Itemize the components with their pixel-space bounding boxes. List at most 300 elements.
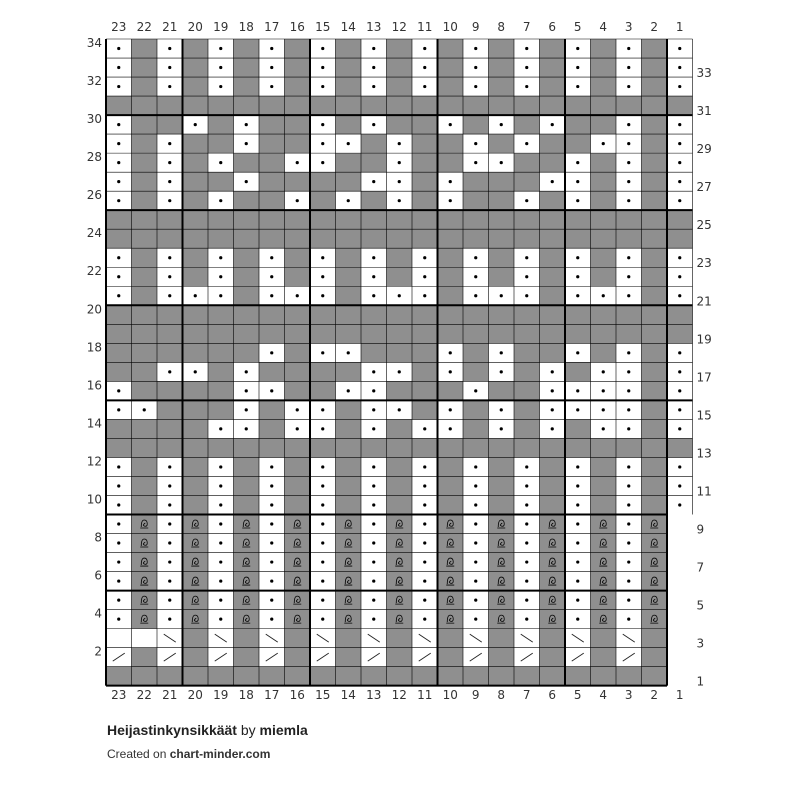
column-label-bottom: 20 xyxy=(187,688,203,702)
purl-dot-icon xyxy=(321,85,324,88)
stitch-cell xyxy=(387,39,413,58)
column-label-top: 1 xyxy=(675,20,684,34)
purl-dot-icon xyxy=(117,503,120,506)
stitch-cell xyxy=(642,191,668,210)
stitch-cell xyxy=(234,191,260,210)
stitch-cell xyxy=(183,153,209,172)
purl-dot-icon xyxy=(296,161,299,164)
stitch-cell xyxy=(591,324,617,343)
purl-dot-icon xyxy=(576,503,579,506)
stitch-cell xyxy=(642,267,668,286)
row-label-left: 26 xyxy=(86,188,102,203)
stitch-cell xyxy=(234,153,260,172)
purl-dot-icon xyxy=(372,522,375,525)
column-label-bottom: 12 xyxy=(391,688,407,702)
purl-dot-icon xyxy=(296,427,299,430)
purl-dot-icon xyxy=(576,618,579,621)
stitch-cell xyxy=(642,629,668,648)
column-label-top: 6 xyxy=(548,20,557,34)
purl-dot-icon xyxy=(168,161,171,164)
purl-dot-icon xyxy=(551,370,554,373)
stitch-cell xyxy=(183,305,209,324)
purl-dot-icon xyxy=(194,294,197,297)
purl-dot-icon xyxy=(219,541,222,544)
purl-dot-icon xyxy=(627,123,630,126)
stitch-cell xyxy=(183,267,209,286)
credit-line xyxy=(107,747,308,761)
stitch-cell xyxy=(642,667,668,686)
row-label-left: 18 xyxy=(86,340,102,355)
stitch-cell xyxy=(642,343,668,362)
purl-dot-icon xyxy=(602,427,605,430)
stitch-cell xyxy=(183,58,209,77)
stitch-cell xyxy=(106,305,132,324)
column-label-bottom: 22 xyxy=(136,688,152,702)
purl-dot-icon xyxy=(398,161,401,164)
row-label-right: 19 xyxy=(696,332,712,347)
stitch-cell xyxy=(259,229,285,248)
purl-dot-icon xyxy=(678,123,681,126)
stitch-cell xyxy=(667,438,693,457)
stitch-cell xyxy=(565,115,591,134)
stitch-cell xyxy=(387,343,413,362)
purl-dot-icon xyxy=(321,123,324,126)
column-label-bottom: 7 xyxy=(522,688,531,702)
purl-dot-icon xyxy=(474,47,477,50)
row-label-right: 33 xyxy=(696,66,712,81)
stitch-cell xyxy=(514,381,540,400)
purl-dot-icon xyxy=(219,66,222,69)
stitch-cell xyxy=(361,438,387,457)
stitch-cell xyxy=(234,667,260,686)
purl-dot-icon xyxy=(270,579,273,582)
stitch-cell xyxy=(642,457,668,476)
stitch-cell xyxy=(336,96,362,115)
site-name: chart-minder.com xyxy=(169,747,271,761)
purl-dot-icon xyxy=(321,294,324,297)
purl-dot-icon xyxy=(678,408,681,411)
purl-dot-icon xyxy=(423,560,426,563)
stitch-cell xyxy=(285,324,311,343)
purl-dot-icon xyxy=(525,618,528,621)
column-label-top: 16 xyxy=(289,20,305,34)
purl-dot-icon xyxy=(551,123,554,126)
purl-dot-icon xyxy=(117,408,120,411)
stitch-cell xyxy=(412,153,438,172)
purl-dot-icon xyxy=(321,427,324,430)
stitch-cell xyxy=(489,172,515,191)
purl-dot-icon xyxy=(423,541,426,544)
purl-dot-icon xyxy=(423,66,426,69)
stitch-cell xyxy=(412,438,438,457)
row-label-right: 11 xyxy=(696,484,712,499)
stitch-cell xyxy=(285,115,311,134)
purl-dot-icon xyxy=(245,180,248,183)
purl-dot-icon xyxy=(321,503,324,506)
stitch-cell xyxy=(463,229,489,248)
stitch-cell xyxy=(463,362,489,381)
stitch-cell xyxy=(259,305,285,324)
purl-dot-icon xyxy=(423,618,426,621)
stitch-cell xyxy=(132,248,158,267)
purl-dot-icon xyxy=(678,484,681,487)
stitch-cell xyxy=(336,667,362,686)
column-label-bottom: 3 xyxy=(624,688,633,702)
row-label-left: 6 xyxy=(94,568,102,583)
row-label-right: 3 xyxy=(696,636,705,651)
stitch-cell xyxy=(259,667,285,686)
stitch-cell xyxy=(208,667,234,686)
purl-dot-icon xyxy=(525,256,528,259)
purl-dot-icon xyxy=(168,256,171,259)
stitch-cell xyxy=(387,495,413,514)
stitch-cell xyxy=(463,210,489,229)
purl-dot-icon xyxy=(627,370,630,373)
stitch-cell xyxy=(183,77,209,96)
purl-dot-icon xyxy=(168,541,171,544)
purl-dot-icon xyxy=(270,503,273,506)
stitch-cell xyxy=(310,172,336,191)
stitch-cell xyxy=(285,343,311,362)
stitch-cell xyxy=(336,39,362,58)
stitch-cell xyxy=(336,324,362,343)
purl-dot-icon xyxy=(168,370,171,373)
purl-dot-icon xyxy=(372,275,375,278)
stitch-cell xyxy=(285,134,311,153)
stitch-cell xyxy=(336,495,362,514)
purl-dot-icon xyxy=(296,199,299,202)
column-label-top: 23 xyxy=(111,20,127,34)
column-label-top: 3 xyxy=(624,20,633,34)
stitch-cell xyxy=(642,77,668,96)
stitch-cell xyxy=(234,210,260,229)
row-label-right: 13 xyxy=(696,446,712,461)
row-label-left: 30 xyxy=(86,112,102,127)
purl-dot-icon xyxy=(576,465,579,468)
stitch-cell xyxy=(285,210,311,229)
purl-dot-icon xyxy=(168,47,171,50)
stitch-cell xyxy=(489,248,515,267)
purl-dot-icon xyxy=(576,351,579,354)
stitch-cell xyxy=(132,381,158,400)
stitch-cell xyxy=(106,229,132,248)
stitch-cell xyxy=(285,305,311,324)
purl-dot-icon xyxy=(627,161,630,164)
purl-dot-icon xyxy=(576,541,579,544)
purl-dot-icon xyxy=(525,199,528,202)
stitch-cell xyxy=(591,96,617,115)
purl-dot-icon xyxy=(525,85,528,88)
stitch-cell xyxy=(132,419,158,438)
stitch-cell xyxy=(157,381,183,400)
column-label-bottom: 6 xyxy=(548,688,557,702)
purl-dot-icon xyxy=(423,598,426,601)
purl-dot-icon xyxy=(270,389,273,392)
purl-dot-icon xyxy=(525,503,528,506)
stitch-cell xyxy=(285,457,311,476)
purl-dot-icon xyxy=(474,142,477,145)
stitch-cell xyxy=(234,629,260,648)
purl-dot-icon xyxy=(372,598,375,601)
stitch-cell xyxy=(361,305,387,324)
purl-dot-icon xyxy=(627,408,630,411)
purl-dot-icon xyxy=(372,484,375,487)
row-label-left: 34 xyxy=(86,36,102,50)
purl-dot-icon xyxy=(474,579,477,582)
stitch-cell xyxy=(489,324,515,343)
purl-dot-icon xyxy=(372,618,375,621)
stitch-cell xyxy=(540,476,566,495)
stitch-cell xyxy=(438,495,464,514)
stitch-cell xyxy=(642,419,668,438)
purl-dot-icon xyxy=(270,275,273,278)
purl-dot-icon xyxy=(321,47,324,50)
stitch-cell xyxy=(208,96,234,115)
stitch-cell xyxy=(412,343,438,362)
purl-dot-icon xyxy=(321,618,324,621)
author-name: miemla xyxy=(259,722,308,738)
purl-dot-icon xyxy=(576,408,579,411)
purl-dot-icon xyxy=(321,161,324,164)
stitch-cell xyxy=(285,648,311,667)
stitch-cell xyxy=(438,39,464,58)
stitch-cell xyxy=(540,96,566,115)
column-label-bottom: 21 xyxy=(162,688,178,702)
purl-dot-icon xyxy=(474,522,477,525)
purl-dot-icon xyxy=(474,503,477,506)
purl-dot-icon xyxy=(117,389,120,392)
stitch-cell xyxy=(361,229,387,248)
purl-dot-icon xyxy=(500,427,503,430)
stitch-cell xyxy=(234,457,260,476)
stitch-cell xyxy=(438,134,464,153)
stitch-cell xyxy=(591,476,617,495)
purl-dot-icon xyxy=(117,199,120,202)
stitch-cell xyxy=(514,400,540,419)
stitch-cell xyxy=(183,39,209,58)
stitch-cell xyxy=(208,438,234,457)
purl-dot-icon xyxy=(219,161,222,164)
stitch-cell xyxy=(310,362,336,381)
purl-dot-icon xyxy=(627,598,630,601)
row-label-right: 5 xyxy=(696,598,705,613)
stitch-cell xyxy=(412,305,438,324)
purl-dot-icon xyxy=(117,142,120,145)
stitch-cell xyxy=(183,476,209,495)
stitch-cell xyxy=(259,400,285,419)
purl-dot-icon xyxy=(347,199,350,202)
purl-dot-icon xyxy=(627,142,630,145)
purl-dot-icon xyxy=(449,180,452,183)
stitch-cell xyxy=(412,362,438,381)
row-label-right: 31 xyxy=(696,104,712,119)
purl-dot-icon xyxy=(270,618,273,621)
column-label-bottom: 5 xyxy=(573,688,582,702)
stitch-cell xyxy=(463,115,489,134)
purl-dot-icon xyxy=(423,275,426,278)
purl-dot-icon xyxy=(219,47,222,50)
stitch-cell xyxy=(183,381,209,400)
stitch-cell xyxy=(285,438,311,457)
stitch-cell xyxy=(616,305,642,324)
stitch-cell xyxy=(361,153,387,172)
purl-dot-icon xyxy=(525,598,528,601)
purl-dot-icon xyxy=(168,484,171,487)
stitch-cell xyxy=(132,229,158,248)
stitch-cell xyxy=(132,324,158,343)
stitch-cell xyxy=(438,667,464,686)
stitch-cell xyxy=(310,438,336,457)
row-label-right: 25 xyxy=(696,218,712,233)
stitch-cell xyxy=(132,134,158,153)
purl-dot-icon xyxy=(576,579,579,582)
stitch-cell xyxy=(361,210,387,229)
purl-dot-icon xyxy=(678,47,681,50)
stitch-cell xyxy=(438,457,464,476)
stitch-cell xyxy=(106,362,132,381)
purl-dot-icon xyxy=(627,66,630,69)
purl-dot-icon xyxy=(347,389,350,392)
stitch-cell xyxy=(259,362,285,381)
stitch-cell xyxy=(132,457,158,476)
purl-dot-icon xyxy=(321,484,324,487)
stitch-cell xyxy=(132,476,158,495)
stitch-cell xyxy=(591,648,617,667)
purl-dot-icon xyxy=(321,142,324,145)
stitch-cell xyxy=(463,419,489,438)
purl-dot-icon xyxy=(168,275,171,278)
stitch-cell xyxy=(387,115,413,134)
stitch-cell xyxy=(234,39,260,58)
stitch-cell xyxy=(463,172,489,191)
stitch-cell xyxy=(438,629,464,648)
stitch-cell xyxy=(336,248,362,267)
column-label-bottom: 2 xyxy=(650,688,659,702)
stitch-cell xyxy=(463,324,489,343)
purl-dot-icon xyxy=(474,484,477,487)
stitch-cell xyxy=(540,438,566,457)
stitch-cell xyxy=(387,419,413,438)
stitch-cell xyxy=(285,495,311,514)
purl-dot-icon xyxy=(576,389,579,392)
purl-dot-icon xyxy=(627,180,630,183)
purl-dot-icon xyxy=(602,389,605,392)
row-label-right: 9 xyxy=(696,522,705,537)
stitch-cell xyxy=(234,343,260,362)
stitch-cell xyxy=(616,96,642,115)
stitch-cell xyxy=(642,495,668,514)
stitch-cell xyxy=(540,134,566,153)
purl-dot-icon xyxy=(372,256,375,259)
purl-dot-icon xyxy=(525,66,528,69)
stitch-cell xyxy=(642,305,668,324)
purl-dot-icon xyxy=(474,275,477,278)
purl-dot-icon xyxy=(168,598,171,601)
column-label-bottom: 8 xyxy=(497,688,506,702)
purl-dot-icon xyxy=(347,142,350,145)
stitch-cell xyxy=(412,324,438,343)
stitch-cell xyxy=(361,667,387,686)
purl-dot-icon xyxy=(678,351,681,354)
stitch-cell xyxy=(514,324,540,343)
chart-title: Heijastinkynsikkäät xyxy=(107,722,237,738)
stitch-cell xyxy=(642,115,668,134)
stitch-cell xyxy=(208,381,234,400)
stitch-cell xyxy=(540,629,566,648)
stitch-cell xyxy=(438,267,464,286)
stitch-cell xyxy=(540,77,566,96)
purl-dot-icon xyxy=(500,123,503,126)
stitch-cell xyxy=(489,457,515,476)
stitch-cell xyxy=(514,362,540,381)
stitch-cell xyxy=(591,115,617,134)
row-label-left: 20 xyxy=(86,302,102,317)
stitch-cell xyxy=(540,667,566,686)
purl-dot-icon xyxy=(678,389,681,392)
purl-dot-icon xyxy=(678,503,681,506)
purl-dot-icon xyxy=(168,560,171,563)
stitch-cell xyxy=(438,381,464,400)
stitch-cell xyxy=(234,248,260,267)
stitch-cell xyxy=(591,153,617,172)
stitch-cell xyxy=(208,210,234,229)
stitch-cell xyxy=(106,629,132,648)
stitch-cell xyxy=(591,172,617,191)
purl-dot-icon xyxy=(398,180,401,183)
purl-dot-icon xyxy=(423,503,426,506)
stitch-cell xyxy=(514,419,540,438)
purl-dot-icon xyxy=(576,66,579,69)
stitch-cell xyxy=(540,286,566,305)
stitch-cell xyxy=(285,96,311,115)
stitch-cell xyxy=(106,419,132,438)
purl-dot-icon xyxy=(219,256,222,259)
column-label-top: 11 xyxy=(417,20,433,34)
stitch-cell xyxy=(234,286,260,305)
purl-dot-icon xyxy=(602,370,605,373)
purl-dot-icon xyxy=(678,370,681,373)
purl-dot-icon xyxy=(627,579,630,582)
stitch-cell xyxy=(642,324,668,343)
stitch-cell xyxy=(540,210,566,229)
stitch-cell xyxy=(591,267,617,286)
stitch-cell xyxy=(540,457,566,476)
stitch-cell xyxy=(438,286,464,305)
purl-dot-icon xyxy=(117,123,120,126)
stitch-cell xyxy=(132,39,158,58)
purl-dot-icon xyxy=(219,522,222,525)
stitch-cell xyxy=(183,96,209,115)
column-label-top: 21 xyxy=(162,20,178,34)
purl-dot-icon xyxy=(143,408,146,411)
stitch-cell xyxy=(106,343,132,362)
purl-dot-icon xyxy=(321,275,324,278)
purl-dot-icon xyxy=(372,47,375,50)
stitch-cell xyxy=(157,667,183,686)
purl-dot-icon xyxy=(372,541,375,544)
purl-dot-icon xyxy=(627,47,630,50)
purl-dot-icon xyxy=(525,522,528,525)
purl-dot-icon xyxy=(398,199,401,202)
stitch-cell xyxy=(489,134,515,153)
purl-dot-icon xyxy=(474,541,477,544)
purl-dot-icon xyxy=(449,123,452,126)
stitch-cell xyxy=(259,438,285,457)
purl-dot-icon xyxy=(500,370,503,373)
purl-dot-icon xyxy=(627,256,630,259)
stitch-cell xyxy=(234,229,260,248)
purl-dot-icon xyxy=(270,560,273,563)
